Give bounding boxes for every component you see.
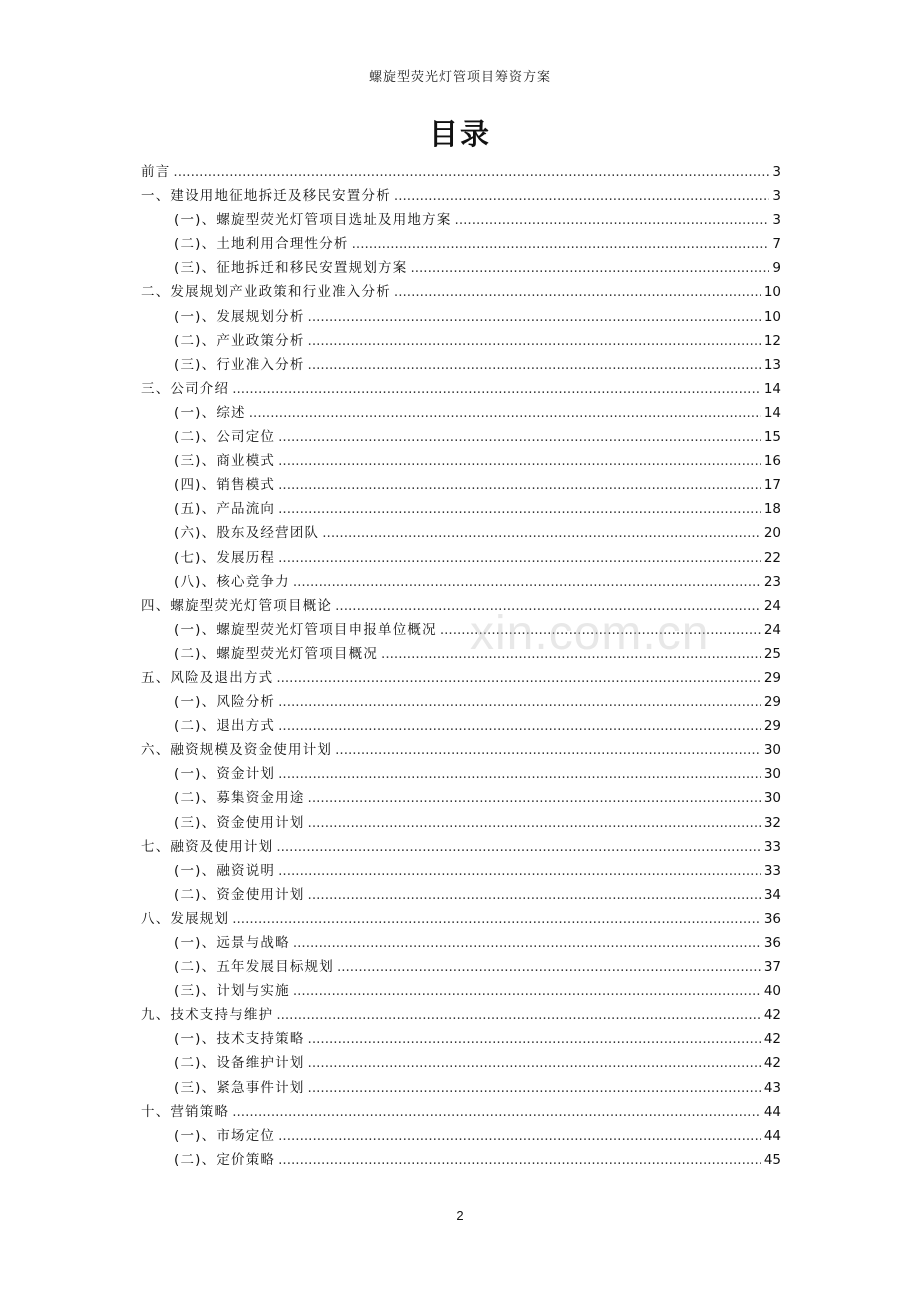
toc-dot-leader <box>308 815 761 831</box>
toc-entry-page: 14 <box>763 380 781 397</box>
toc-entry-label: (二)、募集资金用途 <box>174 790 305 807</box>
toc-entry-label: (四)、销售模式 <box>174 477 276 494</box>
toc-entry-label: (三)、征地拆迁和移民安置规划方案 <box>174 260 408 277</box>
toc-entry-label: (二)、土地利用合理性分析 <box>174 236 349 253</box>
toc-entry[interactable] <box>141 160 781 184</box>
toc-entry-label: (二)、退出方式 <box>174 718 276 735</box>
toc-entry[interactable] <box>141 425 781 449</box>
toc-entry[interactable] <box>141 931 781 955</box>
toc-dot-leader <box>352 236 770 252</box>
toc-entry-label: (二)、公司定位 <box>174 429 276 446</box>
toc-entry-label: (二)、设备维护计划 <box>174 1055 305 1072</box>
toc-entry[interactable] <box>141 401 781 425</box>
toc-dot-leader <box>278 863 761 879</box>
toc-entry[interactable] <box>141 1124 781 1148</box>
toc-dot-leader <box>278 694 761 710</box>
toc-dot-leader <box>394 188 770 204</box>
toc-entry-label: (三)、资金使用计划 <box>174 814 305 831</box>
toc-entry-page: 29 <box>763 718 781 735</box>
toc-entry[interactable] <box>141 714 781 738</box>
toc-entry-page: 16 <box>763 453 781 470</box>
toc-entry-label: 九、技术支持与维护 <box>141 1007 274 1024</box>
toc-entry-page: 24 <box>763 597 781 614</box>
toc-dot-leader <box>173 164 769 180</box>
toc-entry[interactable] <box>141 473 781 497</box>
toc-dot-leader <box>293 983 761 999</box>
toc-entry-label: (三)、计划与实施 <box>174 983 290 1000</box>
toc-entry[interactable] <box>141 184 781 208</box>
toc-entry-page: 20 <box>763 525 781 542</box>
toc-entry[interactable] <box>141 208 781 232</box>
toc-entry-label: (三)、商业模式 <box>174 453 276 470</box>
toc-dot-leader <box>381 646 761 662</box>
toc-entry-page: 30 <box>763 766 781 783</box>
toc-entry-label: (一)、融资说明 <box>174 862 276 879</box>
toc-entry-label: (三)、行业准入分析 <box>174 356 305 373</box>
toc-entry-label: (一)、资金计划 <box>174 766 276 783</box>
toc-entry[interactable] <box>141 811 781 835</box>
toc-entry[interactable] <box>141 642 781 666</box>
toc-entry[interactable] <box>141 835 781 859</box>
toc-dot-leader <box>308 1031 761 1047</box>
toc-entry-label: 一、建设用地征地拆迁及移民安置分析 <box>141 188 391 205</box>
toc-entry-label: 四、螺旋型荧光灯管项目概论 <box>141 597 333 614</box>
toc-entry-page: 3 <box>772 164 781 180</box>
toc-entry[interactable] <box>141 1100 781 1124</box>
toc-entry[interactable] <box>141 955 781 979</box>
toc-dot-leader <box>308 1080 761 1096</box>
toc-entry-label: 前言 <box>141 164 171 180</box>
toc-entry-page: 24 <box>763 621 781 638</box>
toc-dot-leader <box>232 381 761 397</box>
toc-entry-label: (一)、螺旋型荧光灯管项目申报单位概况 <box>174 621 437 638</box>
toc-entry-page: 36 <box>763 910 781 927</box>
toc-entry[interactable] <box>141 1003 781 1027</box>
toc-entry[interactable] <box>141 305 781 329</box>
toc-entry-page: 36 <box>763 935 781 951</box>
toc-entry-label: 十、营销策略 <box>141 1103 230 1120</box>
toc-entry[interactable] <box>141 859 781 883</box>
toc-dot-leader <box>276 670 761 686</box>
toc-entry[interactable] <box>141 497 781 521</box>
toc-entry[interactable] <box>141 449 781 473</box>
toc-entry[interactable] <box>141 377 781 401</box>
toc-entry-page: 42 <box>763 1007 781 1024</box>
toc-entry[interactable] <box>141 329 781 353</box>
toc-dot-leader <box>232 1104 761 1120</box>
toc-dot-leader <box>293 574 761 590</box>
toc-dot-leader <box>278 477 761 493</box>
toc-dot-leader <box>308 333 761 349</box>
toc-entry[interactable] <box>141 1148 781 1172</box>
toc-dot-leader <box>232 911 761 927</box>
toc-dot-leader <box>308 790 761 806</box>
toc-dot-leader <box>308 1055 761 1071</box>
toc-entry-page: 9 <box>772 260 781 277</box>
toc-entry-label: (一)、风险分析 <box>174 694 276 711</box>
toc-entry-label: 六、融资规模及资金使用计划 <box>141 742 333 759</box>
toc-dot-leader <box>278 1152 761 1168</box>
toc-entry[interactable] <box>141 979 781 1003</box>
toc-entry[interactable] <box>141 546 781 570</box>
toc-entry-label: (一)、远景与战略 <box>174 935 290 951</box>
toc-entry[interactable] <box>141 786 781 810</box>
toc-entry-label: (三)、紧急事件计划 <box>174 1079 305 1096</box>
toc-dot-leader <box>308 357 761 373</box>
toc-dot-leader <box>278 1128 761 1144</box>
toc-entry[interactable] <box>141 570 781 594</box>
toc-entry-page: 29 <box>763 694 781 711</box>
toc-entry[interactable] <box>141 594 781 618</box>
toc-entry-label: (一)、技术支持策略 <box>174 1031 305 1048</box>
toc-dot-leader <box>293 935 761 951</box>
toc-dot-leader <box>394 284 761 300</box>
toc-entry-label: (一)、市场定位 <box>174 1127 276 1144</box>
watermark: xin.com.cn <box>470 607 710 660</box>
toc-entry-page: 14 <box>763 404 781 421</box>
toc-entry-label: (一)、综述 <box>174 404 246 421</box>
toc-dot-leader <box>276 839 761 855</box>
toc-dot-leader <box>335 742 761 758</box>
toc-dot-leader <box>335 598 761 614</box>
toc-entry[interactable] <box>141 690 781 714</box>
toc-dot-leader <box>410 260 769 276</box>
toc-dot-leader <box>278 550 761 566</box>
toc-entry-page: 17 <box>763 477 781 494</box>
toc-entry-label: (七)、发展历程 <box>174 549 276 566</box>
toc-entry-label: (二)、定价策略 <box>174 1151 276 1168</box>
toc-dot-leader <box>278 766 761 782</box>
page-number: 2 <box>456 1208 464 1223</box>
toc-entry-label: (二)、螺旋型荧光灯管项目概况 <box>174 645 379 662</box>
toc-entry-page: 42 <box>763 1031 781 1048</box>
toc-entry-label: 二、发展规划产业政策和行业准入分析 <box>141 284 391 301</box>
toc-entry[interactable] <box>141 353 781 377</box>
toc-entry-page: 42 <box>763 1055 781 1072</box>
toc-entry-page: 44 <box>763 1103 781 1120</box>
toc-entry-page: 3 <box>772 212 781 229</box>
toc-entry[interactable] <box>141 232 781 256</box>
toc-dot-leader <box>276 1007 761 1023</box>
toc-title: 目录 <box>428 117 491 151</box>
toc-entry[interactable] <box>141 666 781 690</box>
toc-entry-page: 37 <box>763 959 781 976</box>
toc-entry-label: (五)、产品流向 <box>174 501 276 518</box>
toc-entry-label: (二)、资金使用计划 <box>174 886 305 903</box>
toc-dot-leader <box>308 309 761 325</box>
toc-entry-page: 44 <box>763 1127 781 1144</box>
toc-entry[interactable] <box>141 883 781 907</box>
toc-dot-leader <box>322 525 761 541</box>
toc-entry-page: 15 <box>763 429 781 446</box>
toc-entry[interactable] <box>141 1051 781 1075</box>
toc-dot-leader <box>337 959 761 975</box>
toc-entry[interactable] <box>141 762 781 786</box>
toc-entry-page: 18 <box>763 501 781 518</box>
toc-entry-page: 30 <box>763 790 781 807</box>
toc-entry-label: (二)、产业政策分析 <box>174 332 305 349</box>
toc-entry-page: 33 <box>763 838 781 855</box>
toc-entry-page: 25 <box>763 645 781 662</box>
toc-entry-label: 七、融资及使用计划 <box>141 838 274 855</box>
toc-entry-page: 10 <box>763 308 781 325</box>
toc-entry-page: 29 <box>763 669 781 686</box>
toc-entry-page: 3 <box>772 188 781 205</box>
toc-dot-leader <box>440 622 761 638</box>
toc-entry-page: 32 <box>763 814 781 831</box>
toc-dot-leader <box>308 887 761 903</box>
toc-dot-leader <box>249 405 761 421</box>
toc-entry[interactable] <box>141 1027 781 1051</box>
toc-entry-page: 23 <box>763 573 781 590</box>
toc-dot-leader <box>455 212 770 228</box>
toc-entry-label: (六)、股东及经营团队 <box>174 525 320 542</box>
toc-entry-page: 7 <box>772 236 781 253</box>
toc-entry-page: 34 <box>763 886 781 903</box>
toc-entry[interactable] <box>141 1076 781 1100</box>
toc-dot-leader <box>278 718 761 734</box>
toc-entry-page: 40 <box>763 983 781 1000</box>
toc-entry-page: 13 <box>763 356 781 373</box>
toc-entry-label: (一)、发展规划分析 <box>174 308 305 325</box>
toc-entry-page: 30 <box>763 742 781 759</box>
toc-dot-leader <box>278 501 761 517</box>
toc-entry-label: 五、风险及退出方式 <box>141 669 274 686</box>
toc-entry[interactable] <box>141 738 781 762</box>
toc-entry-label: (一)、螺旋型荧光灯管项目选址及用地方案 <box>174 212 452 229</box>
toc-entry-page: 12 <box>763 332 781 349</box>
toc-entry[interactable] <box>141 907 781 931</box>
toc-entry[interactable] <box>141 521 781 545</box>
toc-entry[interactable] <box>141 280 781 304</box>
toc-entry-page: 10 <box>763 284 781 301</box>
running-header: 螺旋型荧光灯管项目筹资方案 <box>368 70 551 85</box>
table-of-contents <box>141 160 781 1172</box>
toc-dot-leader <box>278 453 761 469</box>
toc-entry-label: (二)、五年发展目标规划 <box>174 959 334 976</box>
toc-entry-label: (八)、核心竞争力 <box>174 573 290 590</box>
toc-entry-page: 22 <box>763 549 781 566</box>
toc-entry-label: 八、发展规划 <box>141 910 230 927</box>
toc-dot-leader <box>278 429 761 445</box>
toc-entry-label: 三、公司介绍 <box>141 380 230 397</box>
toc-entry-page: 45 <box>763 1151 781 1168</box>
toc-entry-page: 43 <box>763 1079 781 1096</box>
toc-entry[interactable] <box>141 618 781 642</box>
toc-entry[interactable] <box>141 256 781 280</box>
toc-entry-page: 33 <box>763 862 781 879</box>
